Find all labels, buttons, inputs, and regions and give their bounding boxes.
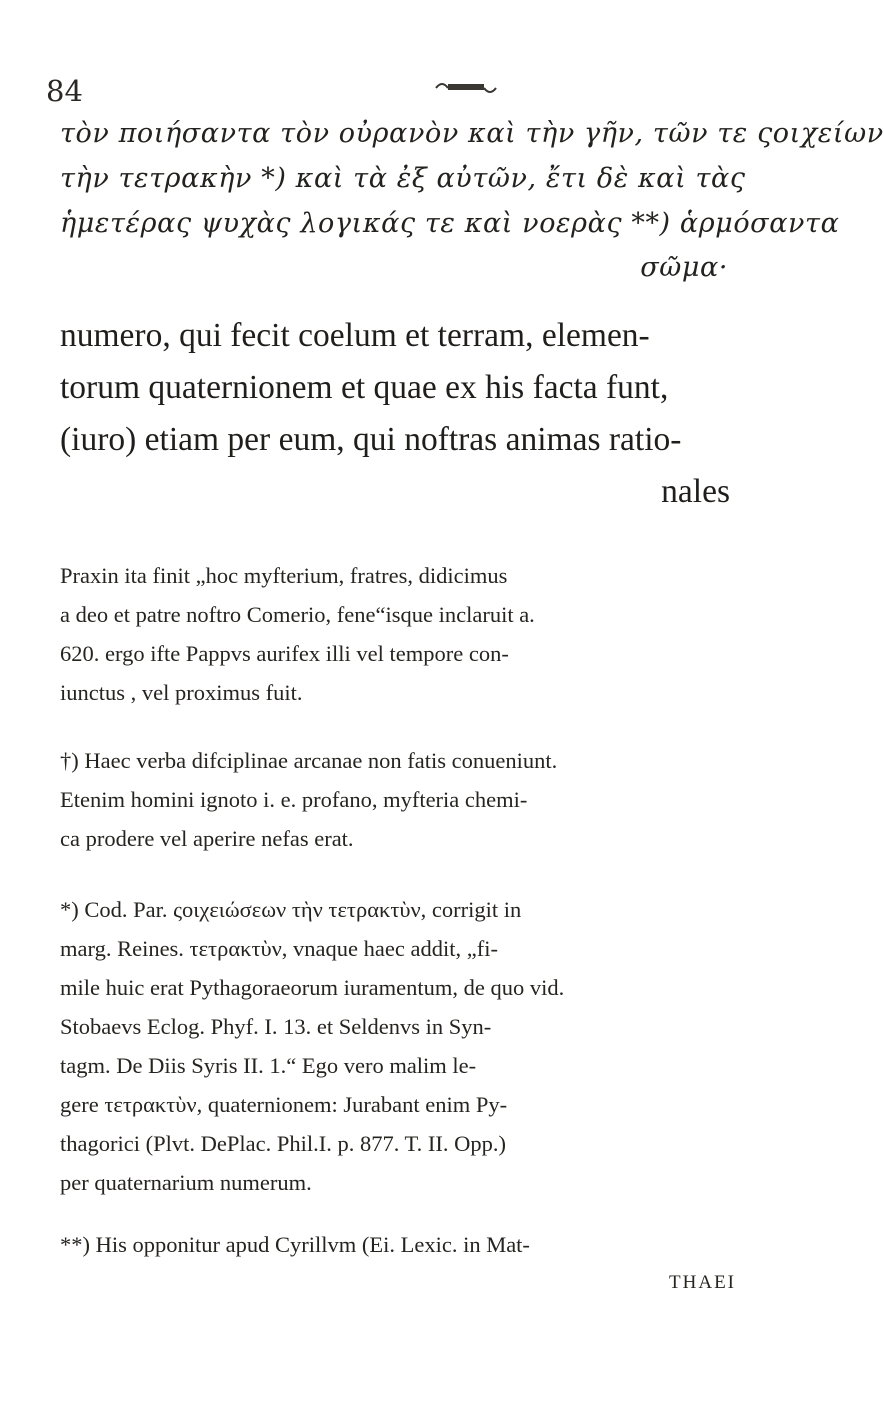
greek-text-line-3: ἡμετέρας ψυχὰς λογικάς τε καὶ νοερὰς **) ἁρμόσαντα — [60, 208, 840, 239]
note-star-line-5: tagm. De Diis Syris II. 1.“ Ego vero malim le- — [60, 1053, 477, 1078]
note-praxin-line-3: 620. ergo ifte Pappvs aurifex illi vel tempore con- — [60, 641, 509, 666]
note-star-line-8: per quaternarium numerum. — [60, 1170, 312, 1195]
page-number: 84 — [46, 74, 83, 108]
latin-text-line-1: numero, qui fecit coelum et terram, elemen- — [60, 317, 650, 354]
greek-text-line-2: τὴν τετρακὴν *) καὶ τὰ ἐξ αὐτῶν, ἔτι δὲ καὶ τὰς — [60, 163, 746, 194]
latin-text-line-2: torum quaternionem et quae ex his facta funt, — [60, 369, 669, 406]
note-dagger-line-1: †) Haec verba difciplinae arcanae non fatis conueniunt. — [60, 748, 558, 773]
header-ornament — [432, 76, 502, 100]
note-doublestar-line-1: **) His opponitur apud Cyrillvm (Ei. Lexic. in Mat- — [60, 1232, 530, 1257]
latin-text-line-3: (iuro) etiam per eum, qui noftras animas ratio- — [60, 421, 682, 458]
catchword: THAEI — [669, 1272, 736, 1293]
note-star-line-1: *) Cod. Par. ςοιχειώσεων τὴν τετρακτὺν, corrigit in — [60, 897, 522, 922]
greek-text-line-4: σῶμα· — [640, 252, 728, 283]
note-dagger-line-2: Etenim homini ignoto i. e. profano, myfteria chemi- — [60, 787, 528, 812]
note-star-line-3: mile huic erat Pythagoraeorum iuramentum, de quo vid. — [60, 975, 565, 1000]
note-star-line-6: gere τετρακτὺν, quaternionem: Jurabant enim Py- — [60, 1092, 508, 1117]
note-star-line-4: Stobaevs Eclog. Phyf. I. 13. et Seldenvs in Syn- — [60, 1014, 492, 1039]
note-dagger-line-3: ca prodere vel aperire nefas erat. — [60, 826, 354, 851]
note-star-line-7: thagorici (Plvt. DePlac. Phil.I. p. 877. T. II. Opp.) — [60, 1131, 506, 1156]
latin-text-line-4: nales — [661, 473, 730, 510]
note-star-line-2: marg. Reines. τετρακτὺν, vnaque haec addit, „fi- — [60, 936, 498, 961]
note-praxin-line-2: a deo et patre noftro Comerio, fene“isque inclaruit a. — [60, 602, 535, 627]
note-praxin-line-4: iunctus , vel proximus fuit. — [60, 680, 303, 705]
note-praxin-line-1: Praxin ita finit „hoc myfterium, fratres, didicimus — [60, 563, 508, 588]
greek-text-line-1: τὸν ποιήσαντα τὸν οὐρανὸν καὶ τὴν γῆν, τῶν τε ςοιχείων — [60, 118, 884, 149]
